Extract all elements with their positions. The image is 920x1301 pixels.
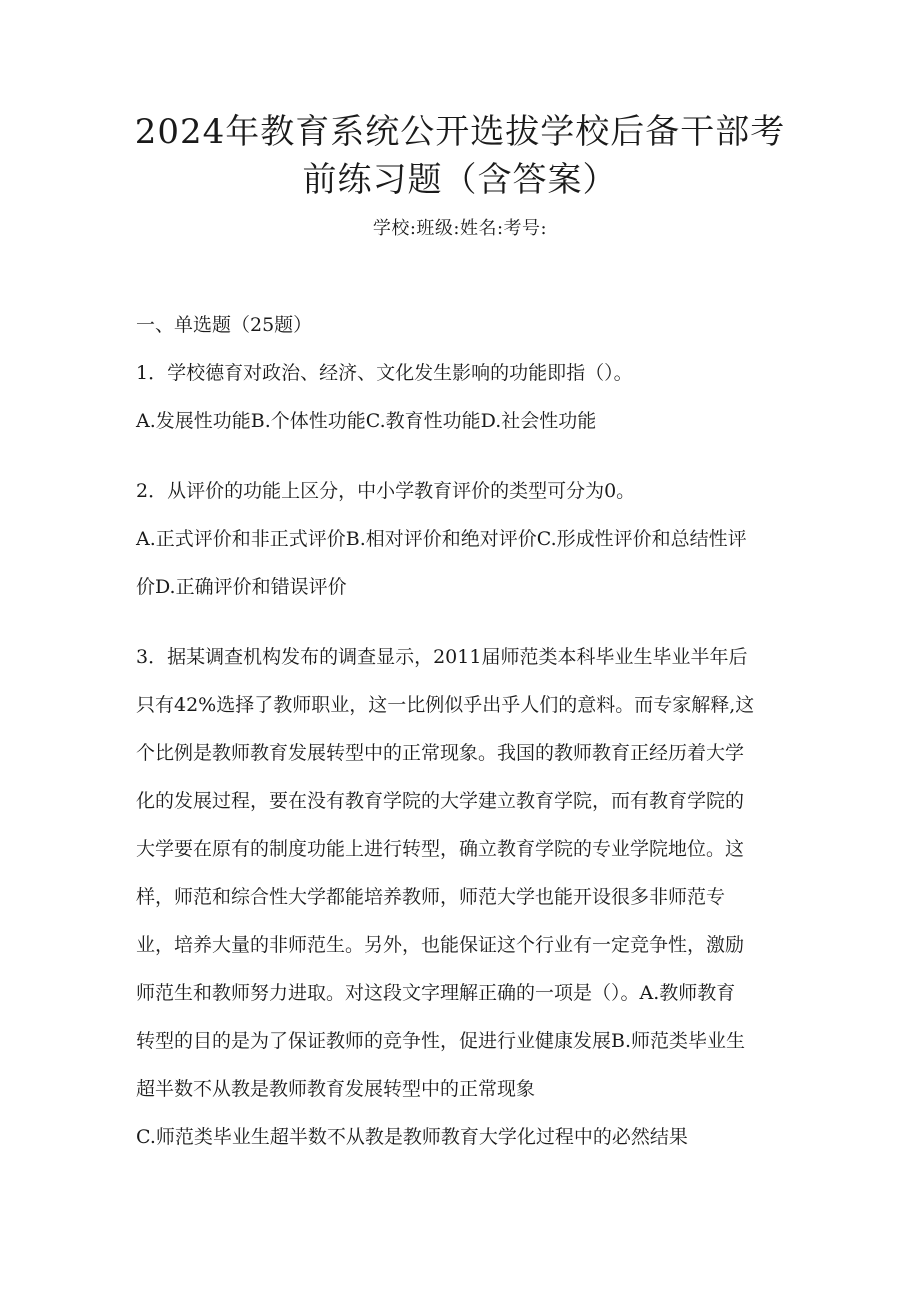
document-title-line-1: 2024年教育系统公开选拔学校后备干部考 — [134, 112, 786, 152]
question-3-line: 师范生和教师努力进取。对这段文字理解正确的一项是（）。A.教师教育 — [136, 982, 736, 1004]
question-1 — [136, 356, 790, 439]
question-3-line: 业，培养大量的非师范生。另外，也能保证这个行业有一定竞争性，激励 — [136, 934, 745, 956]
question-1-stem: 1．学校德育对政治、经济、文化发生影响的功能即指（）。 — [136, 362, 633, 384]
question-3 — [136, 640, 790, 1155]
document-body — [136, 308, 790, 1155]
question-3-line: 个比例是教师教育发展转型中的正常现象。我国的教师教育正经历着大学 — [136, 742, 745, 764]
question-3-line: 超半数不从教是教师教育发展转型中的正常现象 — [136, 1078, 536, 1100]
question-3-line: 化的发展过程，要在没有教育学院的大学建立教育学院，而有教育学院的 — [136, 790, 745, 812]
section-heading: 一、单选题（25题） — [136, 314, 313, 336]
question-2-options-line-1: A.正式评价和非正式评价B.相对评价和绝对评价C.形成性评价和总结性评 — [136, 528, 747, 550]
question-2 — [136, 474, 790, 605]
question-2-options-line-2: 价D.正确评价和错误评价 — [136, 576, 347, 598]
document-title-line-2: 前练习题（含答案） — [302, 160, 618, 200]
student-info-line: 学校:班级:姓名:考号: — [372, 218, 548, 239]
question-3-line: 大学要在原有的制度功能上进行转型，确立教育学院的专业学院地位。这 — [136, 838, 745, 860]
question-3-line: 3．据某调查机构发布的调查显示，2011届师范类本科毕业生毕业半年后 — [136, 646, 748, 668]
question-3-line: 转型的目的是为了保证教师的竞争性，促进行业健康发展B.师范类毕业生 — [136, 1030, 746, 1052]
question-3-line: 只有42%选择了教师职业，这一比例似乎出乎人们的意料。而专家解释,这 — [136, 694, 755, 716]
title-block — [120, 108, 800, 204]
question-1-options: A.发展性功能B.个体性功能C.教育性功能D.社会性功能 — [136, 410, 597, 432]
question-2-stem: 2．从评价的功能上区分，中小学教育评价的类型可分为0。 — [136, 480, 636, 502]
question-3-option-c: C.师范类毕业生超半数不从教是教师教育大学化过程中的必然结果 — [136, 1126, 688, 1148]
question-3-line: 样，师范和综合性大学都能培养教师，师范大学也能开设很多非师范专 — [136, 886, 726, 908]
